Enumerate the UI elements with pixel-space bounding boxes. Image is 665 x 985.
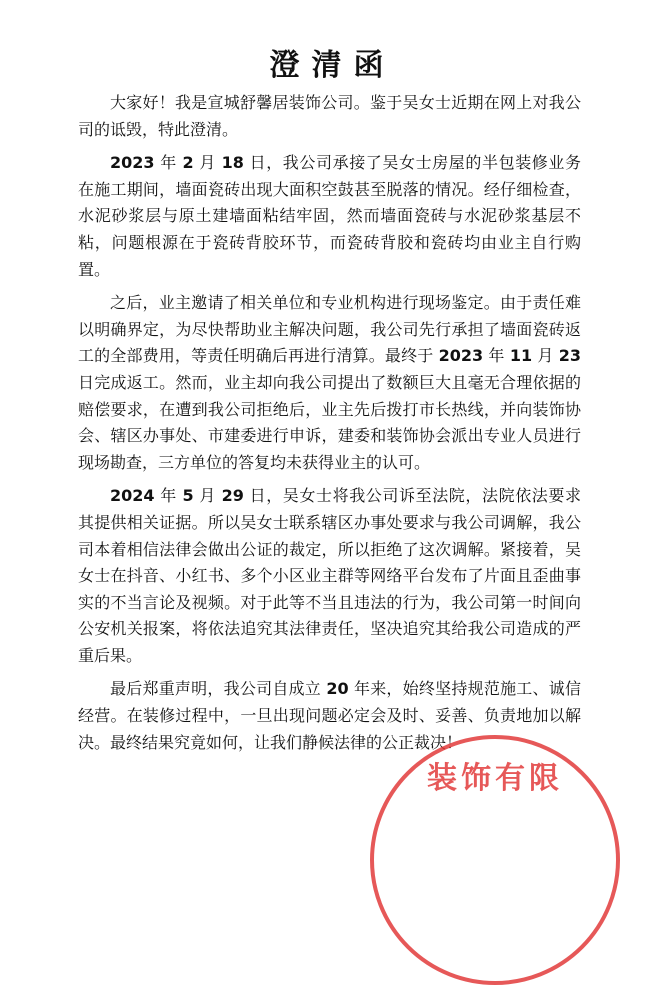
date-number: 11 [509, 346, 533, 366]
seal-text: 装饰有限 [427, 761, 563, 796]
company-seal [370, 735, 620, 985]
paragraph [78, 150, 581, 283]
date-number: 20 [326, 679, 349, 699]
date-number: 5 [182, 486, 194, 506]
paragraph [78, 290, 581, 476]
paragraph-text: 大家好！我是宣城舒馨居装饰公司。鉴于吴女士近期在网上对我公司的诋毁，特此澄清。 [78, 93, 581, 139]
paragraph-text: 年来，始终坚持规范施工、诚信经营。在装修过程中，一旦出现问题必定会及时、妥善、负责地加以解决。最终结果究竟如何，让我们静候法律的公正裁决！ [78, 679, 582, 752]
document-title: 澄清函 [269, 48, 396, 83]
date-number: 2023 [110, 153, 155, 173]
paragraph-text: 年 [483, 346, 510, 366]
paragraph-text: 之后，业主邀请了相关单位和专业机构进行现场鉴定。由于责任难以明确界定，为尽快帮助业主解决问题，我公司先行承担了墙面瓷砖返工的全部费用，等责任明确后再进行清算。最终于 [78, 293, 581, 366]
date-number: 18 [221, 153, 244, 173]
paragraph-text: 日，吴女士将我公司诉至法院，法院依法要求其提供相关证据。所以吴女士联系辖区办事处要求与我公司调解，我公司本着相信法律会做出公证的裁定，所以拒绝了这次调解。紧接着，吴女士在抖音、小红书、多个小区业主群等网络平台发布了片面且歪曲事实的不当言论及视频。对于此等不当且违法的行为，我公司第一时间向公安机关报案，将依法追究其法律责任，坚决追究其给我公司造成的严重后果。 [78, 486, 581, 665]
date-number: 23 [558, 346, 581, 366]
date-number: 29 [221, 486, 244, 506]
paragraph-text: 年 [154, 486, 183, 506]
paragraph-text: 月 [193, 486, 222, 506]
paragraph [78, 483, 581, 669]
document-body [78, 90, 581, 763]
paragraph-text: 月 [532, 346, 559, 366]
date-number: 2 [182, 153, 194, 173]
date-number: 2024 [110, 486, 155, 506]
paragraph [78, 90, 581, 143]
paragraph-text: 月 [193, 153, 222, 173]
paragraph-text: 日，我公司承接了吴女士房屋的半包装修业务在施工期间，墙面瓷砖出现大面积空鼓甚至脱落的情况。经仔细检查，水泥砂浆层与原土建墙面粘结牢固，然而墙面瓷砖与水泥砂浆基层不粘，问题根源在于瓷砖背胶环节，而瓷砖背胶和瓷砖均由业主自行购置。 [78, 153, 581, 279]
date-number: 2023 [438, 346, 484, 366]
paragraph-text: 日完成返工。然而，业主却向我公司提出了数额巨大且毫无合理依据的赔偿要求，在遭到我公司拒绝后，业主先后拨打市长热线，并向装饰协会、辖区办事处、市建委进行申诉，建委和装饰协会派出专业人员进行现场勘查，三方单位的答复均未获得业主的认可。 [78, 372, 581, 472]
paragraph-text: 年 [154, 153, 183, 173]
paragraph-text: 最后郑重声明，我公司自成立 [110, 679, 327, 699]
